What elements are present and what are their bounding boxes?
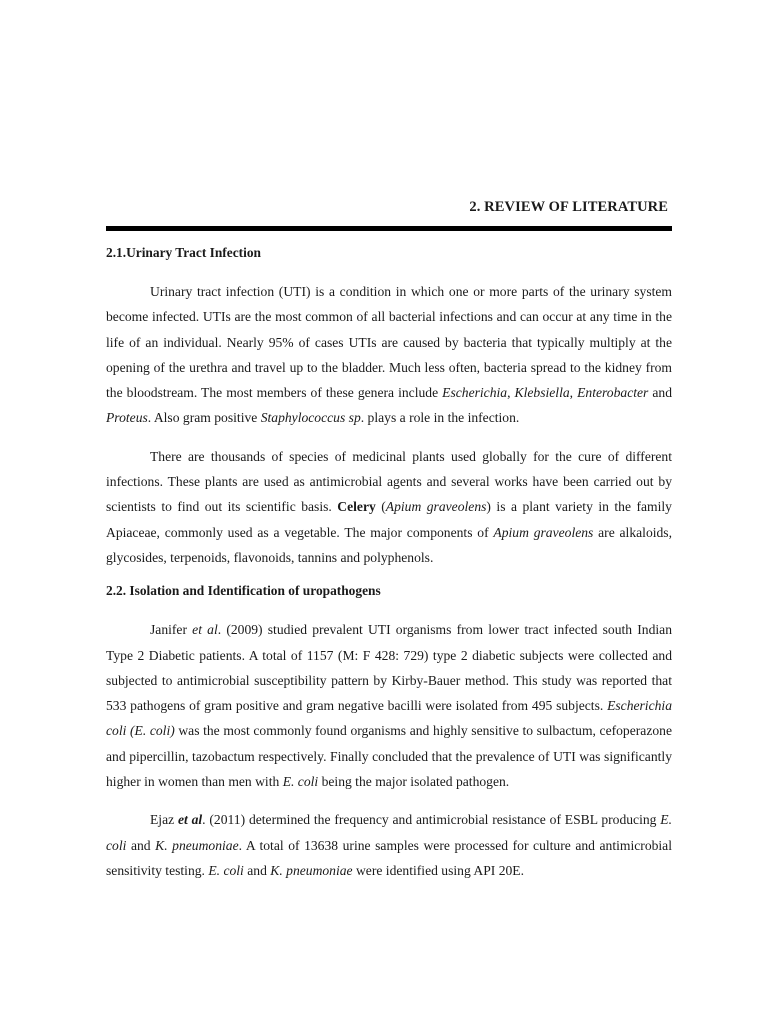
paragraph-ejaz (106, 807, 672, 883)
text-run: . (2011) determined the frequency and antimicrobial resistance of ESBL producing (202, 812, 661, 828)
chapter-title: 2. REVIEW OF LITERATURE (469, 199, 668, 215)
species-name: Klebsiella (514, 385, 570, 401)
citation-et-al: et al (192, 622, 218, 638)
text-run: are alkaloids, glycosides, terpenoids, flavonoids, tannins and polyphenols. (106, 524, 672, 565)
text-run: . (2009) studied prevalent UTI organisms from lower tract infected south Indian Type 2 Diabetic patients. A total of 1157 (M: F 428: 729) type 2 diabetic subjects were collected and subjected to antimicrobial susceptibility pattern by Kirby-Bauer method. This study was reported that 533 pathogens of gram positive and gram negative bacilli were isolated from 495 subjects. (106, 622, 672, 714)
text-run: were identified using API 20E. (352, 862, 524, 878)
species-name: Staphylococcus sp (260, 410, 361, 426)
document-body (106, 243, 672, 896)
text-run: and (648, 385, 673, 401)
text-run: . Also gram positive (147, 410, 261, 426)
species-name: K. pneumoniae (270, 862, 353, 878)
section-heading-isolation: 2.2. Isolation and Identification of uropathogens (106, 583, 381, 599)
plant-name: Celery (337, 499, 376, 515)
paragraph-janifer (106, 617, 672, 794)
text-run: . A total of 13638 urine samples were processed for culture and antimicrobial sensitivity testing. (106, 837, 672, 878)
heading-rule (106, 226, 672, 231)
species-name: E. coli (106, 812, 672, 853)
text-run: was the most commonly found organisms and highly sensitive to sulbactum, cefoperazone and pipercillin, tazobactum respectively. Finally concluded that the prevalence of UTI was significantly higher in women than men with (106, 723, 672, 790)
text-run: ) is a plant variety in the family Apiaceae, commonly used as a vegetable. The major components of (106, 499, 672, 540)
species-name: E. coli (282, 774, 319, 790)
text-run: . plays a role in the infection. (360, 410, 520, 426)
species-name: Escherichia coli (E. coli) (106, 698, 672, 739)
text-run: Urinary tract infection (UTI) is a condition in which one or more parts of the urinary system become infected. UTIs are the most common of all bacterial infections and can occur at any time in the life of an individual. Nearly 95% of cases UTIs are caused by bacteria that typically multiply at the opening of the urethra and travel up to the bladder. Much less often, bacteria spread to the kidney from the bloodstream. The most members of these genera include (106, 284, 672, 401)
species-name: Apium graveolens (385, 499, 487, 515)
species-name: Enterobacter (577, 385, 649, 401)
text-run: Ejaz (150, 812, 178, 828)
species-name: K. pneumoniae (155, 837, 239, 853)
species-name: Escherichia (442, 385, 508, 401)
text-run: ( (375, 499, 386, 515)
text-run: being the major isolated pathogen. (318, 774, 510, 790)
text-run: There are thousands of species of medicinal plants used globally for the cure of different infections. These plants are used as antimicrobial agents and several works have been carried out by scientists to find out its scientific basis. (106, 448, 672, 515)
section-heading-uti: 2.1.Urinary Tract Infection (106, 245, 261, 260)
species-name: E. coli (208, 862, 244, 878)
text-run: , (569, 385, 578, 401)
text-run: Janifer (150, 622, 193, 638)
species-name: Proteus (106, 410, 148, 426)
paragraph-medicinal-plants (106, 444, 672, 570)
citation-et-al: et al (177, 812, 203, 828)
paragraph-uti-intro (106, 279, 672, 431)
text-run: , (507, 385, 515, 401)
text-run: and (126, 837, 156, 853)
species-name: Apium graveolens (493, 524, 594, 540)
text-run: and (243, 862, 271, 878)
